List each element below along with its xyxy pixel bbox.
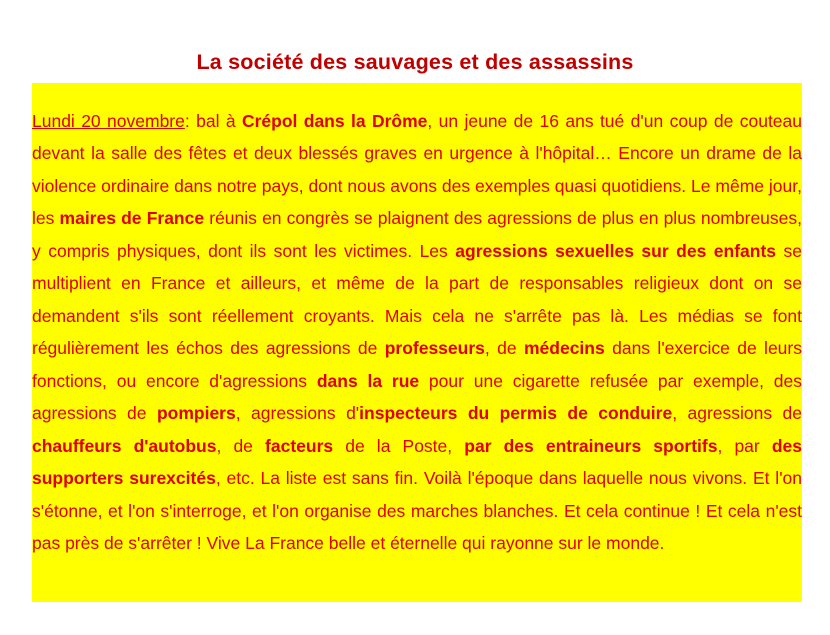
text-segment: de la Poste,: [333, 435, 465, 456]
text-segment: , par: [717, 435, 772, 456]
bold-phrase: par des entraineurs sportifs: [464, 435, 718, 456]
bold-phrase: professeurs: [384, 338, 485, 358]
bold-phrase: chauffeurs d'autobus: [32, 435, 217, 456]
text-segment: pour une cigarette refusée par exemple, des agressions de: [32, 370, 803, 423]
date-underlined: Lundi 20 novembre: [32, 110, 185, 131]
bold-phrase: des supporters surexcités: [32, 435, 802, 488]
text-segment: : bal à: [184, 110, 242, 131]
article-body: [32, 105, 802, 560]
highlighted-text-panel: [32, 83, 802, 602]
bold-phrase: pompiers: [156, 403, 236, 423]
text-segment: , etc. La liste est sans fin. Voilà l'époque dans laquelle nous vivons. Et l'on s'étonne, et l'on s'interroge, et l'on organise des marches blanches. Et cela continue ! Et cela n'est pas près de s'arrêter ! Vive La France belle et éternelle qui rayonne sur le monde.: [32, 468, 802, 553]
text-segment: , agressions de: [672, 403, 802, 423]
bold-phrase: inspecteurs du permis de conduire: [359, 403, 673, 423]
bold-phrase: maires de France: [59, 208, 205, 228]
bold-phrase: facteurs: [265, 435, 334, 456]
text-segment: , agressions d': [235, 403, 360, 423]
text-segment: dans l'exercice de leurs fonctions, ou encore d'agressions: [32, 338, 802, 391]
text-segment: réunis en congrès se plaignent des agressions de plus en plus nombreuses, y compris physiques, dont ils sont les victimes. Les: [32, 208, 802, 261]
bold-phrase: agressions sexuelles sur des enfants: [455, 240, 777, 261]
bold-phrase: dans la rue: [316, 370, 420, 391]
text-segment: , de: [484, 338, 524, 358]
text-segment: , de: [216, 435, 266, 456]
bold-phrase: médecins: [523, 338, 605, 358]
text-segment: se multiplient en France et ailleurs, et même de la part de responsables religieux dont on se demandent s'ils sont réellement croyants. Mais cela ne s'arrête pas là. Les médias se font régulièrement les échos des agressions de: [32, 240, 802, 358]
page-title: La société des sauvages et des assassins: [196, 50, 634, 75]
text-segment: , un jeune de 16 ans tué d'un coup de couteau devant la salle des fêtes et deux blessés graves en urgence à l'hôpital… Encore un drame de la violence ordinaire dans notre pays, dont nous avons des exemples quasi quotidiens. Le même jour, les: [32, 110, 803, 228]
bold-place: Crépol dans la Drôme: [241, 110, 428, 131]
